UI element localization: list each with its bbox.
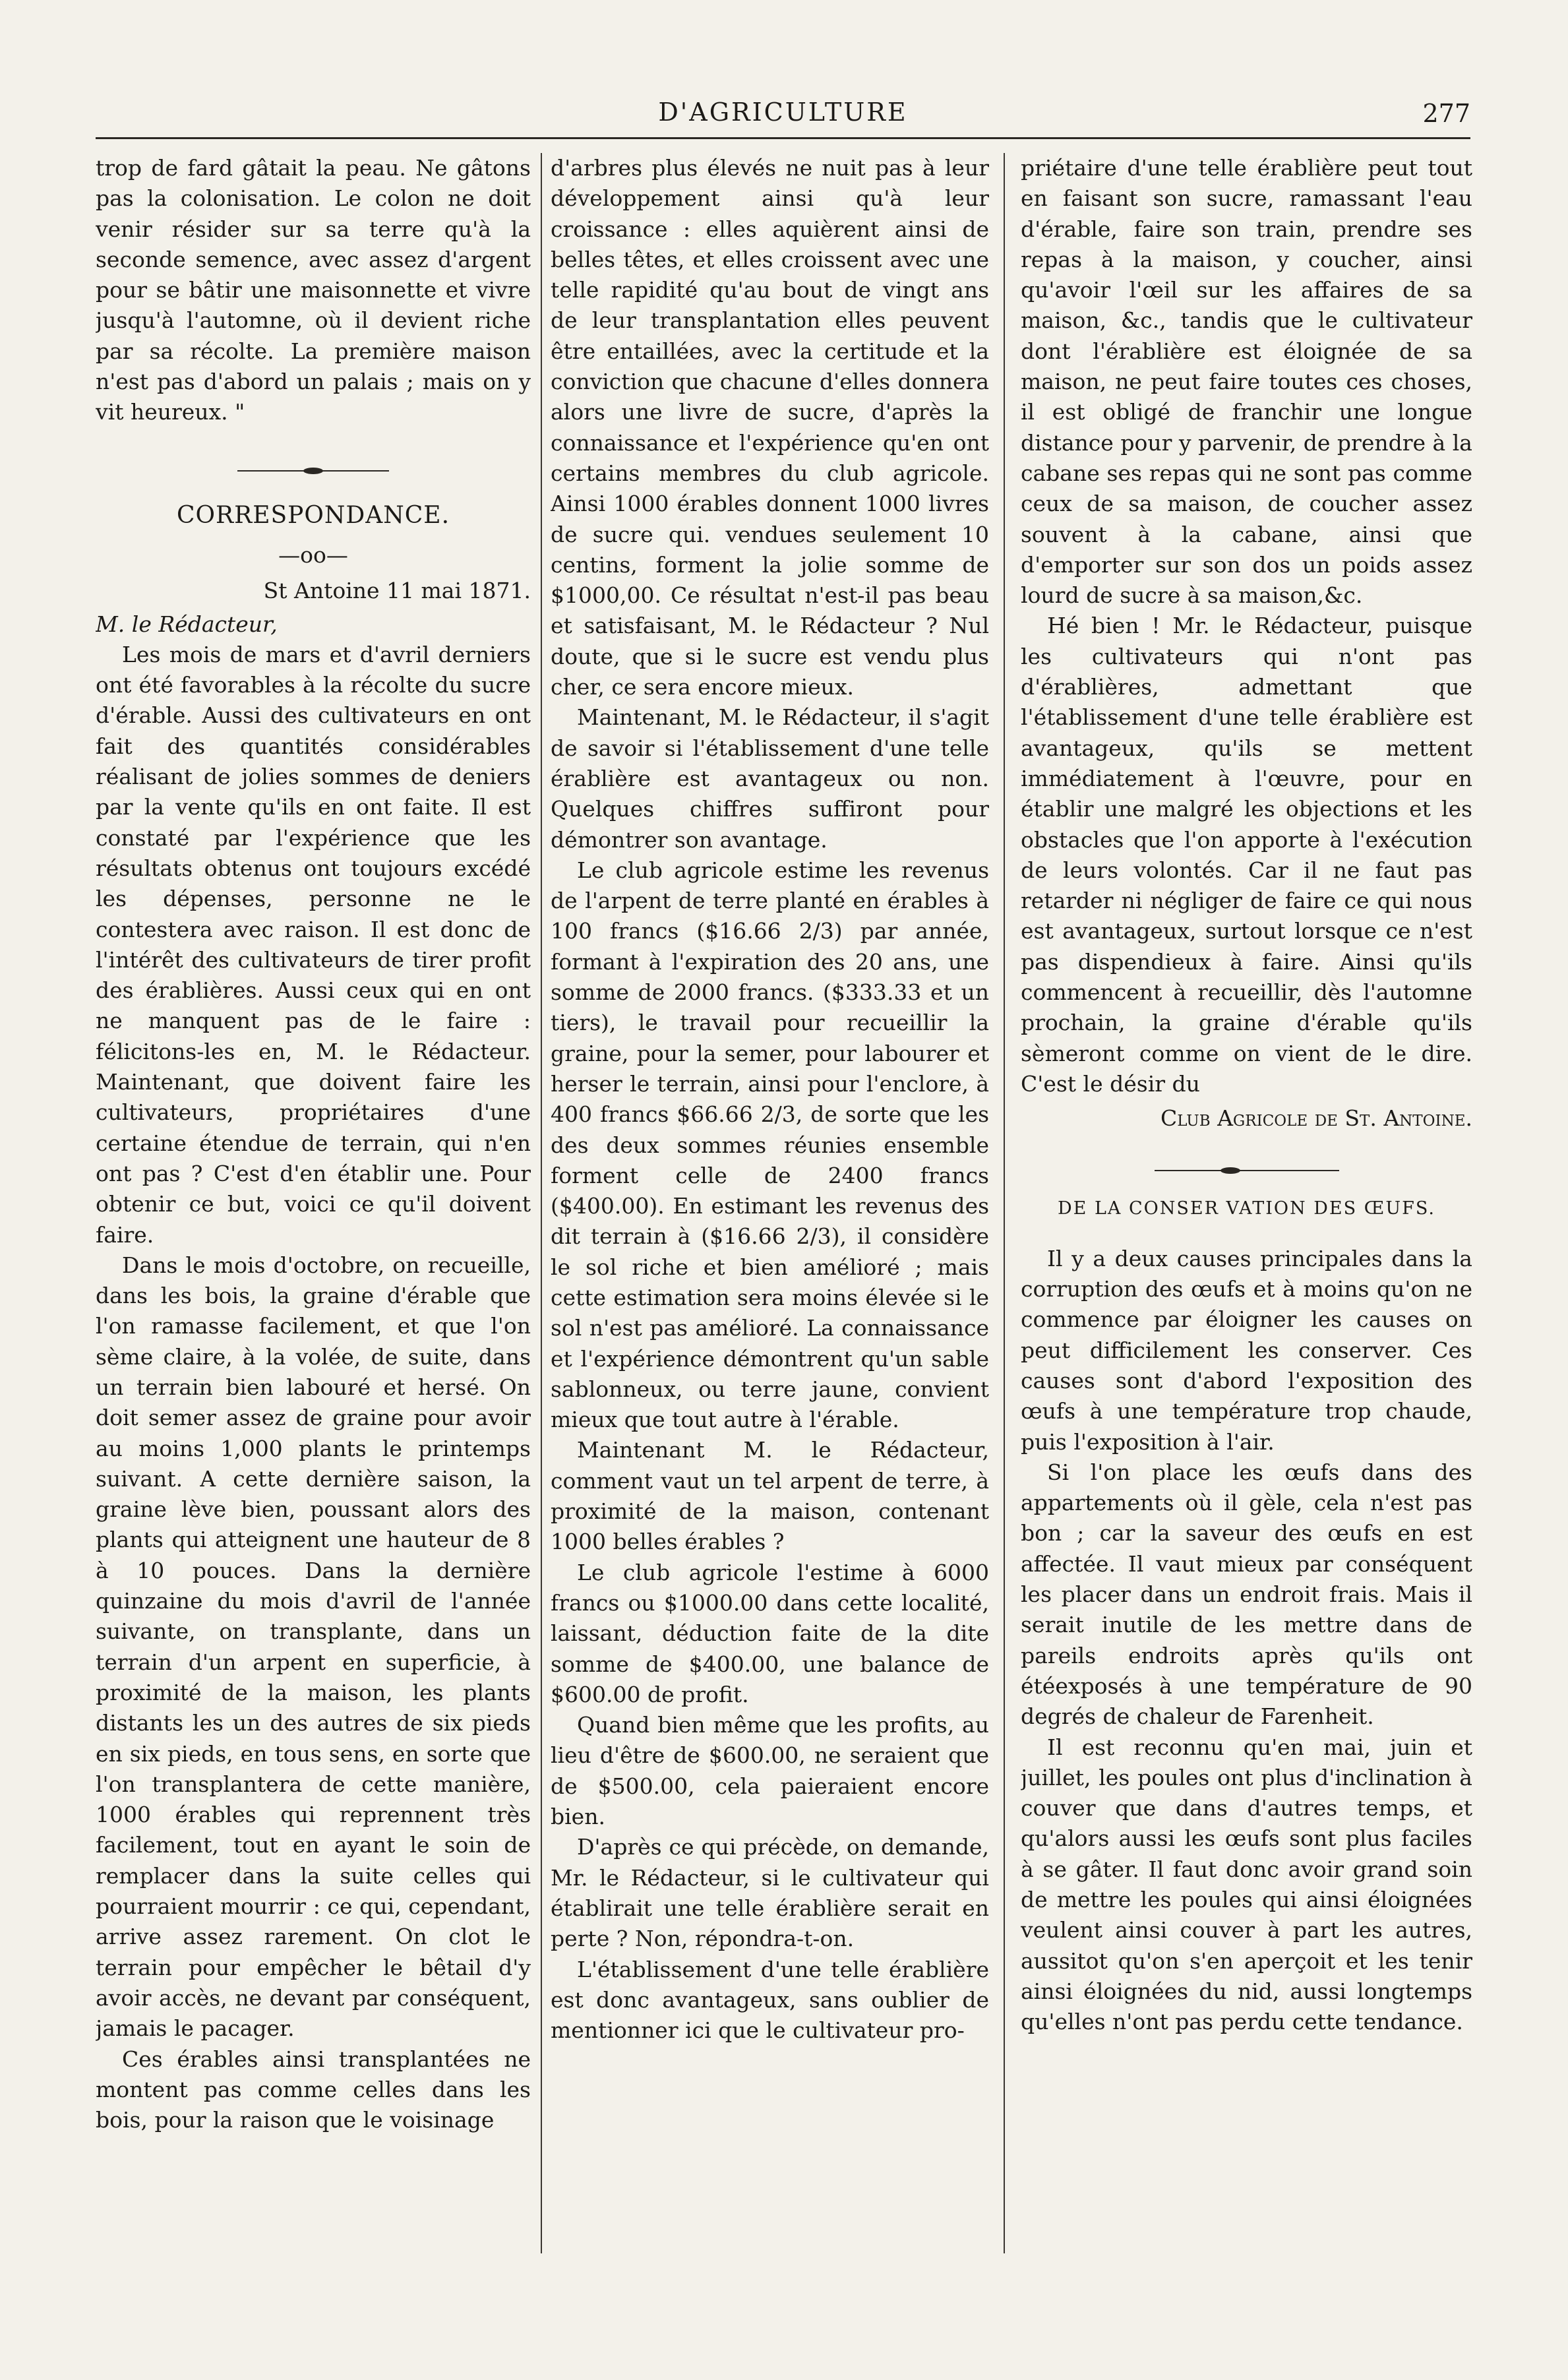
paragraph: Dans le mois d'octobre, on recueille, dans les bois, la graine d'érable que l'on ramasse facilement, et que l'on sème claire, à la volée, de suite, dans un terrain bien labouré et hersé. On doit semer assez de graine pour avoir au moins 1,000 plants le printemps suivant. A cette dernière saison, la graine lève bien, poussant alors des plants qui atteignent une hauteur de 8 à 10 pouces. Dans la dernière quinzaine du mois d'avril de l'année suivante, on transplante, dans un terrain d'un arpent en superficie, à proximité de la maison, les plants distants les un des autres de six pieds en six pieds, en tous sens, en sorte que l'on transplantera de cette manière, 1000 érables qui reprennent très facilement, tout en ayant le soin de remplacer dans la suite celles qui pourraient mourrir : ce qui, cependant, arrive assez rarement. On clot le terrain pour empêcher le bêtail d'y avoir accès, ne devant par conséquent, jamais le pacager. <box>96 1252 531 2042</box>
text-column-2 <box>551 153 989 2263</box>
paragraph: priétaire d'une telle érablière peut tout en faisant son sucre, ramassant l'eau d'érable, faire son train, prendre ses repas à la maison, y coucher, ainsi qu'avoir l'œil sur les affaires de sa maison, &c., tandis que le cultivateur dont l'érablière est éloignée de sa maison, ne peut faire toutes ces choses, il est obligé de franchir une longue distance pour y parvenir, de prendre à la cabane ses repas qui ne sont pas comme ceux de sa maison, de coucher assez souvent à la cabane, ainsi que d'emporter sur son dos un poids assez lourd de sucre à sa maison,&c. <box>1021 155 1472 609</box>
page-number: 277 <box>1422 99 1470 128</box>
paragraph: Ces érables ainsi transplantées ne montent pas comme celles dans les bois, pour la raison que le voisinage <box>96 2046 531 2133</box>
text-column-1 <box>96 153 531 2263</box>
paragraph: Le club agricole l'estime à 6000 francs ou $1000.00 dans cette localité, laissant, déduction faite de la dite somme de $400.00, une balance de $600.00 de profit. <box>551 1559 989 1707</box>
paragraph: trop de fard gâtait la peau. Ne gâtons pas la colonisation. Le colon ne doit venir résider sur sa terre qu'à la seconde semence, avec assez d'argent pour se bâtir une maisonnette et vivre jusqu'à l'automne, où il devient riche par sa récolte. La première maison n'est pas d'abord un palais ; mais on y vit heureux. " <box>96 155 531 425</box>
header-rule <box>96 137 1470 139</box>
ornament-divider <box>237 468 389 474</box>
page-header <box>96 84 1470 137</box>
text-column-3 <box>1021 153 1472 2263</box>
section-heading: CORRESPONDANCE. <box>176 501 450 529</box>
section-separator: —oo— <box>278 541 348 568</box>
column-divider <box>541 153 542 2253</box>
paragraph: Maintenant, M. le Rédacteur, il s'agit de savoir si l'établissement d'une telle érablière est avantageux ou non. Quelques chiffres suffiront pour démontrer son avantage. <box>551 704 989 853</box>
paragraph: Il y a deux causes principales dans la corruption des œufs et à moins qu'on ne commence par éloigner les causes on peut difficilement les conserver. Ces causes sont d'abord l'exposition des œufs à une température trop chaude, puis l'exposition à l'air. <box>1021 1245 1472 1455</box>
paragraph: Maintenant M. le Rédacteur, comment vaut un tel arpent de terre, à proximité de la maison, contenant 1000 belles érables ? <box>551 1437 989 1555</box>
running-title: D'AGRICULTURE <box>658 98 908 127</box>
signature: Club Agricole de St. Antoine. <box>1161 1105 1472 1132</box>
paragraph: Les mois de mars et d'avril derniers ont été favorables à la récolte du sucre d'érable. Aussi des cultivateurs en ont fait des quantités considérables réalisant de jolies sommes de deniers par la vente qu'ils en ont faite. Il est constaté par l'expérience que les résultats obtenus ont toujours excédé les dépenses, personne ne le contestera avec raison. Il est donc de l'intérêt des cultivateurs de tirer profit des érablières. Aussi ceux qui en ont ne manquent pas de le faire : félicitons-les en, M. le Rédacteur. Maintenant, que doivent faire les cultivateurs, propriétaires d'une certaine étendue de terrain, qui n'en ont pas ? C'est d'en établir une. Pour obtenir ce but, voici ce qu'il doivent faire. <box>96 641 531 1248</box>
column-divider <box>1004 153 1005 2253</box>
paragraph: Si l'on place les œufs dans des appartements où il gèle, cela n'est pas bon ; car la saveur des œufs en est affectée. Il vaut mieux par conséquent les placer dans un endroit frais. Mais il serait inutile de les mettre dans de pareils endroits après qu'ils ont étéexposés à une température de 90 degrés de chaleur de Farenheit. <box>1021 1459 1472 1730</box>
paragraph: Hé bien ! Mr. le Rédacteur, puisque les cultivateurs qui n'ont pas d'érablières, admettant que l'établissement d'une telle érablière est avantageux, qu'ils se mettent immédiatement à l'œuvre, pour en établir une malgré les objections et les obstacles que l'on apporte à l'exécution de leurs volontés. Car il ne faut pas retarder ni négliger de faire ce qui nous est avantageux, surtout lorsque ce n'est pas dispendieux à faire. Ainsi qu'ils commencent à recueillir, dès l'automne prochain, la graine d'érable qu'ils sèmeront comme on vient de le dire. C'est le désir du <box>1021 613 1472 1097</box>
paragraph: D'après ce qui précède, on demande, Mr. le Rédacteur, si le cultivateur qui établirait une telle érablière serait en perte ? Non, répondra-t-on. <box>551 1834 989 1952</box>
paragraph: Quand bien même que les profits, au lieu d'être de $600.00, ne seraient que de $500.00, cela paieraient encore bien. <box>551 1712 989 1830</box>
section-heading: DE LA CONSER VATION DES ŒUFS. <box>1058 1198 1435 1219</box>
paragraph: Il est reconnu qu'en mai, juin et juillet, les poules ont plus d'inclination à couver que dans d'autres temps, et qu'alors aussi les œufs sont plus faciles à se gâter. Il faut donc avoir grand soin de mettre les poules qui ainsi éloignées veulent ainsi couver à part les autres, aussitot qu'on s'en aperçoit et les tenir ainsi éloignées du nid, aussi longtemps qu'elles n'ont pas perdu cette tendance. <box>1021 1734 1472 2035</box>
paragraph: Le club agricole estime les revenus de l'arpent de terre planté en érables à 100 francs ($16.66 2/3) par année, formant à l'expiration des 20 ans, une somme de 2000 francs. ($333.33 et un tiers), le travail pour recueillir la graine, pour la semer, pour labourer et herser le terrain, ainsi pour l'enclore, à 400 francs $66.66 2/3, de sorte que les des deux sommes réunies ensemble forment celle de 2400 francs ($400.00). En estimant les revenus des dit terrain à ($16.66 2/3), il considère le sol riche et bien amélioré ; mais cette estimation sera moins élevée si le sol n'est pas amélioré. La connaissance et l'expérience démontrent qu'un sable sablonneux, ou terre jaune, convient mieux que tout autre à l'érable. <box>551 857 989 1433</box>
ornament-divider <box>1155 1167 1339 1174</box>
salutation: M. le Rédacteur, <box>96 611 278 637</box>
paragraph: L'établissement d'une telle érablière est donc avantageux, sans oublier de mentionner ici que le cultivateur pro- <box>551 1956 989 2044</box>
paragraph: d'arbres plus élevés ne nuit pas à leur développement ainsi qu'à leur croissance : elles aquièrent ainsi de belles têtes, et elles croissent avec une telle rapidité qu'au bout de vingt ans de leur transplantation elles peuvent être entaillées, avec la certitude et la conviction que chacune d'elles donnera alors une livre de sucre, d'après la connaissance et l'expérience qu'en ont certains membres du club agricole. Ainsi 1000 érables donnent 1000 livres de sucre qui. vendues seulement 10 centins, forment la jolie somme de $1000,00. Ce résultat n'est-il pas beau et satisfaisant, M. le Rédacteur ? Nul doute, que si le sucre est vendu plus cher, ce sera encore mieux. <box>551 155 989 700</box>
dateline: St Antoine 11 mai 1871. <box>263 578 531 604</box>
